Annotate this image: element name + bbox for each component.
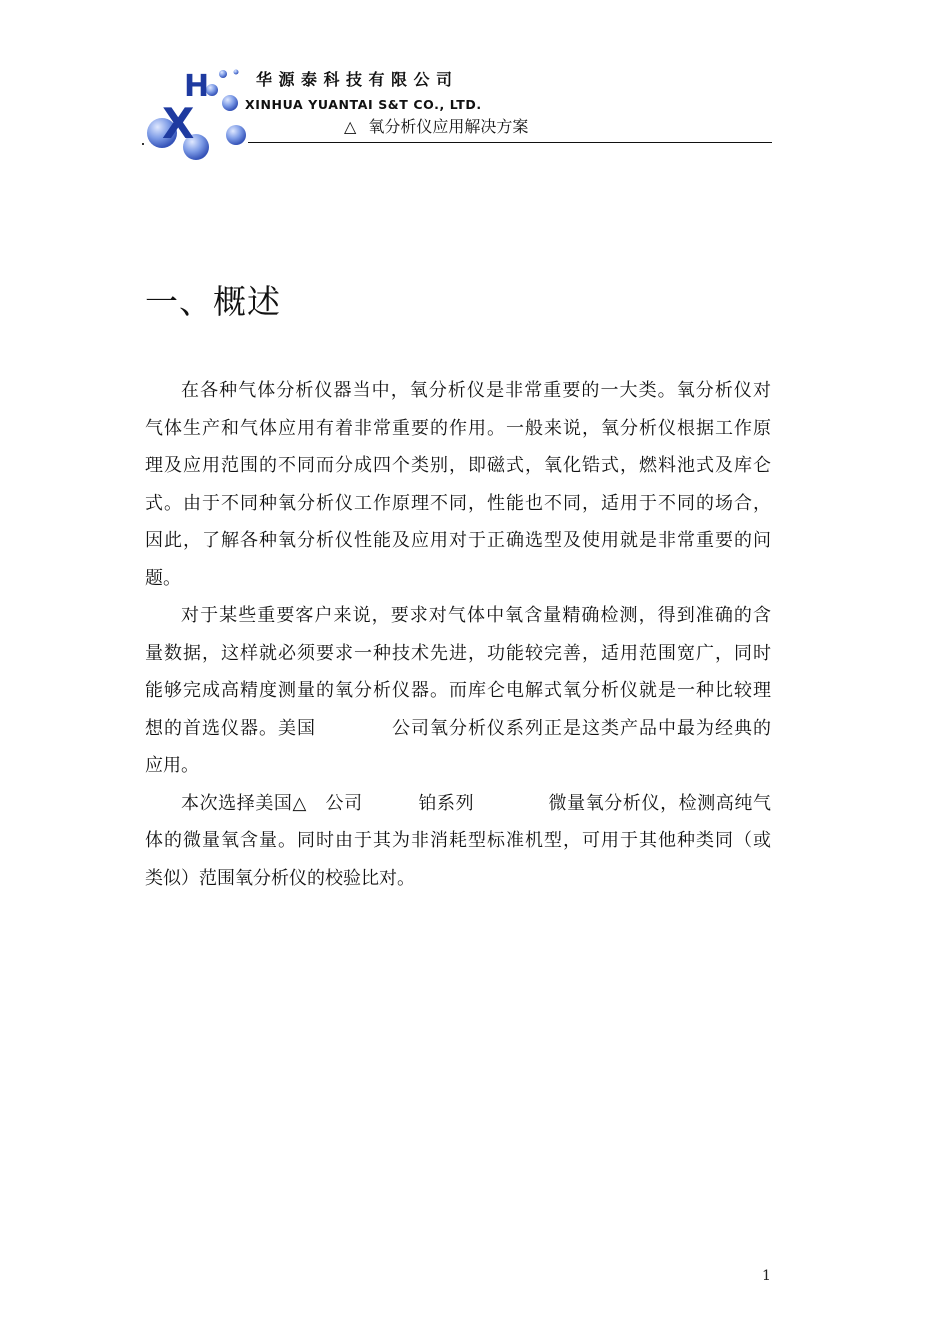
triangle-icon: △ — [344, 117, 357, 136]
header-divider — [248, 142, 772, 143]
paragraph-line: 想的首选仪器。美国 公司氧分析仪系列正是这类产品中最为经典的 — [145, 717, 771, 739]
paragraph-overview — [145, 372, 771, 597]
document-title-text: 氧分析仪应用解决方案 — [368, 117, 529, 136]
body-text — [145, 372, 771, 897]
paragraph-line: 理及应用范围的不同而分成四个类别，即磁式，氧化锆式，燃料池式及库仑 — [145, 455, 771, 476]
document-title — [344, 114, 528, 137]
page-number: 1 — [762, 1268, 771, 1284]
paragraph-line: 本次选择美国△ 公司 铂系列 微量氧分析仪，检测高纯气 — [181, 792, 771, 814]
paragraph-line: 体的微量氧含量。同时由于其为非消耗型标准机型，可用于其他种类同（或 — [145, 830, 771, 851]
paragraph-line: 在各种气体分析仪器当中，氧分析仪是非常重要的一大类。氧分析仪对 — [181, 380, 771, 401]
svg-text:X: X — [162, 99, 195, 148]
paragraph-selection — [145, 785, 771, 898]
company-logo — [140, 60, 260, 170]
paragraph-line: 题。 — [145, 567, 181, 589]
paragraph-line: 类似）范围氧分析仪的校验比对。 — [145, 867, 415, 889]
margin-dot — [142, 143, 144, 145]
page-header — [0, 0, 950, 160]
paragraph-line: 量数据，这样就必须要求一种技术先进，功能较完善，适用范围宽广，同时 — [145, 642, 771, 664]
paragraph-line: 对于某些重要客户来说，要求对气体中氧含量精确检测，得到准确的含 — [181, 605, 771, 626]
paragraph-line: 式。由于不同种氧分析仪工作原理不同，性能也不同，适用于不同的场合， — [145, 492, 771, 514]
company-name-cn: 华源泰科技有限公司 — [256, 70, 459, 89]
svg-text:H: H — [184, 69, 210, 104]
paragraph-line: 因此，了解各种氧分析仪性能及应用对于正确选型及使用就是非常重要的问 — [145, 530, 771, 551]
paragraph-requirements — [145, 597, 771, 785]
section-heading: 一、概述 — [145, 282, 281, 321]
paragraph-line: 能够完成高精度测量的氧分析仪器。而库仑电解式氧分析仪就是一种比较理 — [145, 680, 771, 701]
company-name-en: XINHUA YUANTAI S&T CO., LTD. — [245, 97, 482, 112]
paragraph-line: 应用。 — [145, 755, 199, 776]
paragraph-line: 气体生产和气体应用有着非常重要的作用。一般来说，氧分析仪根据工作原 — [145, 417, 771, 439]
